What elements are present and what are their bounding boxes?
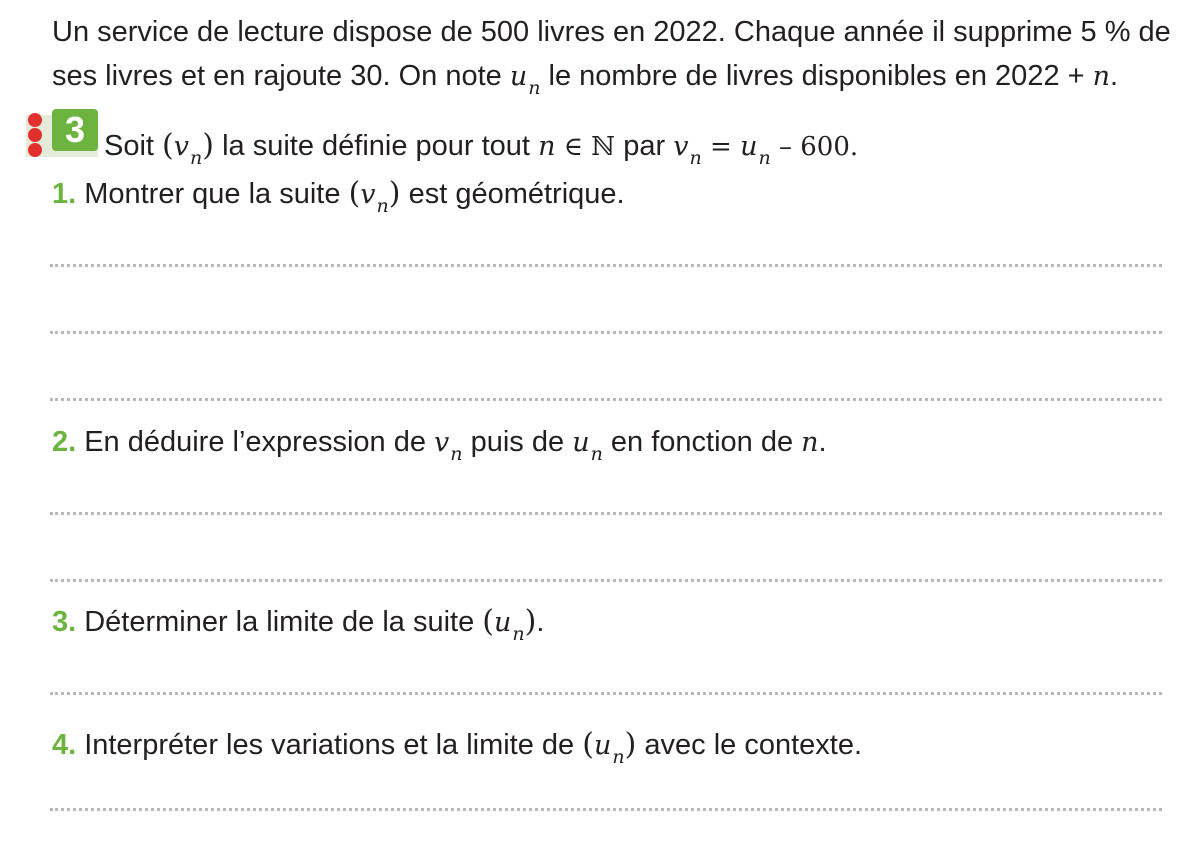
answer-line[interactable] xyxy=(50,808,1162,811)
answer-line[interactable] xyxy=(50,579,1162,582)
left-paren: ( xyxy=(482,604,495,639)
math-u: u xyxy=(740,131,758,162)
answer-line[interactable] xyxy=(50,264,1162,267)
math-n: n xyxy=(801,427,819,458)
question-text-end: est géométrique. xyxy=(408,178,625,210)
difficulty-dot-icon xyxy=(28,128,42,142)
math-u: u xyxy=(593,730,612,761)
right-paren: ) xyxy=(388,176,401,211)
math-n: n xyxy=(1092,61,1111,92)
intro-line-2 xyxy=(52,58,1118,97)
exercise-number: 3 xyxy=(64,109,86,150)
math-sub-n: n xyxy=(590,443,603,465)
answer-line[interactable] xyxy=(50,692,1162,695)
question-period: . xyxy=(536,606,545,638)
question-text: Déterminer la limite de la suite xyxy=(84,606,475,638)
answer-line[interactable] xyxy=(50,331,1162,334)
intro-text-2a: ses livres et en rajoute 30. On note xyxy=(52,60,502,92)
intro-period: . xyxy=(1110,60,1119,92)
exercise-badge xyxy=(22,109,98,157)
math-sub-n: n xyxy=(376,195,389,217)
question-4 xyxy=(52,727,862,766)
question-number: 4. xyxy=(52,729,77,761)
math-minus-600: – 600. xyxy=(770,132,859,162)
left-paren: ( xyxy=(582,727,594,762)
question-text-c: en fonction de xyxy=(610,426,794,458)
math-equals: = xyxy=(701,132,741,162)
math-u: u xyxy=(494,607,512,638)
stmt-a: Soit xyxy=(104,130,154,162)
question-1 xyxy=(52,176,625,215)
question-3 xyxy=(52,604,544,643)
question-text: En déduire l’expression de xyxy=(84,426,426,458)
question-text-b: puis de xyxy=(470,426,565,458)
answer-line[interactable] xyxy=(50,398,1162,401)
math-sub-n: n xyxy=(528,77,541,99)
question-text: Interpréter les variations et la limite de xyxy=(84,729,575,761)
left-paren: ( xyxy=(162,128,174,163)
question-2 xyxy=(52,424,827,463)
right-paren: ) xyxy=(202,128,214,163)
question-text-end: avec le contexte. xyxy=(644,729,863,761)
stmt-c: par xyxy=(623,130,666,162)
math-v: v xyxy=(173,131,190,162)
math-sub-n: n xyxy=(190,147,203,169)
difficulty-dot-icon xyxy=(28,143,42,157)
math-v: v xyxy=(434,427,450,458)
math-v: v xyxy=(673,131,689,162)
intro-line-1 xyxy=(52,14,1171,50)
question-number: 2. xyxy=(52,426,77,458)
math-n: n xyxy=(538,131,556,162)
math-sub-n: n xyxy=(450,443,463,465)
left-paren: ( xyxy=(348,176,361,211)
question-text: Montrer que la suite xyxy=(84,178,341,210)
answer-line[interactable] xyxy=(50,512,1162,515)
difficulty-dot-icon xyxy=(28,113,42,127)
right-paren: ) xyxy=(524,604,537,639)
math-u: u xyxy=(509,61,528,92)
exercise-statement xyxy=(104,128,858,167)
question-period: . xyxy=(818,426,827,458)
intro-text-1: Un service de lecture dispose de 500 livres en 2022. Chaque année il supprime 5 % de xyxy=(52,16,1171,48)
stmt-b: la suite définie pour tout xyxy=(222,130,530,162)
question-number: 1. xyxy=(52,178,77,210)
right-paren: ) xyxy=(624,727,637,762)
math-in-naturals: ∈ ℕ xyxy=(555,132,624,162)
math-sub-n: n xyxy=(689,147,702,169)
math-v: v xyxy=(360,179,376,210)
math-sub-n: n xyxy=(758,147,771,169)
intro-text-2b: le nombre de livres disponibles en 2022 + xyxy=(548,60,1093,92)
math-u: u xyxy=(572,427,590,458)
math-sub-n: n xyxy=(612,746,625,768)
math-sub-n: n xyxy=(512,623,525,645)
question-number: 3. xyxy=(52,606,77,638)
